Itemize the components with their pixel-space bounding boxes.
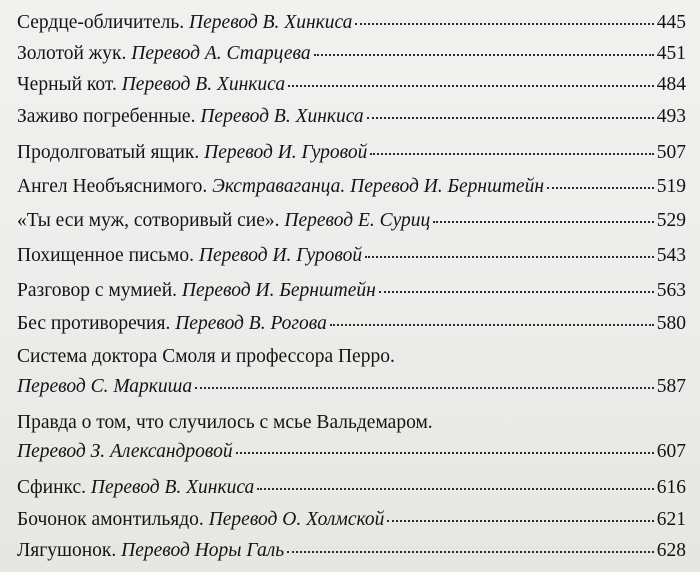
- toc-entry: [17, 246, 686, 270]
- dot-leader: [433, 221, 653, 223]
- story-title: Правда о том, что случилось с мсье Вальдемаром.: [17, 412, 433, 433]
- page-number: 616: [656, 477, 686, 498]
- story-title: Бочонок амонтильядо.: [17, 509, 204, 530]
- toc-entry: [17, 541, 686, 565]
- dot-leader: [314, 54, 654, 56]
- story-title: Сердце-обличитель.: [17, 12, 185, 33]
- page-number: 529: [656, 210, 686, 231]
- dot-leader: [288, 85, 654, 87]
- translator-credit: Перевод В. Хинкиса: [200, 106, 364, 127]
- translator-credit: Перевод О. Холмской: [208, 509, 385, 530]
- story-title: Сфинкс.: [17, 477, 87, 498]
- toc-entry: [17, 107, 686, 131]
- page-number: 607: [656, 441, 686, 462]
- toc-entry: [17, 314, 686, 338]
- story-title: «Ты еси муж, сотворивый сие».: [17, 210, 280, 231]
- translator-credit: Перевод А. Старцева: [131, 43, 311, 64]
- toc-entry: [17, 143, 686, 167]
- translator-credit: Перевод И. Бернштейн: [181, 280, 376, 301]
- dot-leader: [355, 23, 653, 25]
- toc-entry: [17, 211, 686, 235]
- toc-entry: [17, 510, 686, 534]
- translator-credit: Экстраваганца. Перевод И. Бернштейн: [212, 176, 544, 197]
- story-title: Лягушонок.: [17, 540, 117, 561]
- page-number: 507: [656, 142, 686, 163]
- toc-entry: [17, 75, 686, 99]
- page-number: 563: [656, 280, 686, 301]
- story-title: Разговор с мумией.: [17, 280, 178, 301]
- story-title: Заживо погребенные.: [17, 106, 196, 127]
- translator-credit: Перевод В. Хинкиса: [189, 12, 353, 33]
- dot-leader: [365, 256, 654, 258]
- translator-credit: Перевод В. Рогова: [175, 313, 327, 334]
- story-title: Ангел Необъяснимого.: [17, 176, 208, 197]
- story-title: Продолговатый ящик.: [17, 142, 200, 163]
- page-number: 628: [656, 540, 686, 561]
- translator-credit: Перевод З. Александровой: [17, 441, 233, 462]
- dot-leader: [370, 153, 653, 155]
- dot-leader: [367, 117, 654, 119]
- page-number: 519: [656, 176, 686, 197]
- page-number: 493: [656, 106, 686, 127]
- translator-credit: Перевод С. Маркиша: [17, 376, 193, 397]
- translator-credit: Перевод В. Хинкиса: [121, 74, 286, 95]
- dot-leader: [547, 187, 654, 189]
- story-title: Черный кот.: [17, 74, 117, 95]
- translator-credit: Перевод Норы Галь: [121, 540, 285, 561]
- story-title: Похищенное письмо.: [17, 245, 194, 266]
- story-title: Бес противоречия.: [17, 313, 171, 334]
- dot-leader: [379, 291, 654, 293]
- dot-leader: [195, 387, 654, 389]
- translator-credit: Перевод И. Гуровой: [198, 245, 363, 266]
- page-number: 580: [656, 313, 686, 334]
- page-number: 484: [656, 74, 686, 95]
- dot-leader: [330, 324, 654, 326]
- dot-leader: [257, 488, 653, 490]
- story-title: Золотой жук.: [17, 43, 127, 64]
- toc-entry: [17, 177, 686, 201]
- page-number: 587: [656, 376, 686, 397]
- page-number: 621: [656, 509, 686, 530]
- translator-credit: Перевод Е. Суриц: [284, 210, 431, 231]
- dot-leader: [236, 452, 654, 454]
- toc-entry: [17, 281, 686, 305]
- toc-entry: [17, 478, 686, 502]
- toc-entry: [17, 347, 686, 401]
- story-title: Система доктора Смоля и профессора Перро.: [17, 346, 395, 367]
- dot-leader: [287, 551, 654, 553]
- translator-credit: Перевод И. Гуровой: [204, 142, 368, 163]
- dot-leader: [387, 520, 653, 522]
- page-number: 445: [656, 12, 686, 33]
- page-number: 451: [656, 43, 686, 64]
- translator-credit: Перевод В. Хинкиса: [90, 477, 255, 498]
- toc-entry: [17, 13, 686, 37]
- page-number: 543: [656, 245, 686, 266]
- toc-entry: [17, 413, 686, 466]
- toc-entry: [17, 44, 686, 68]
